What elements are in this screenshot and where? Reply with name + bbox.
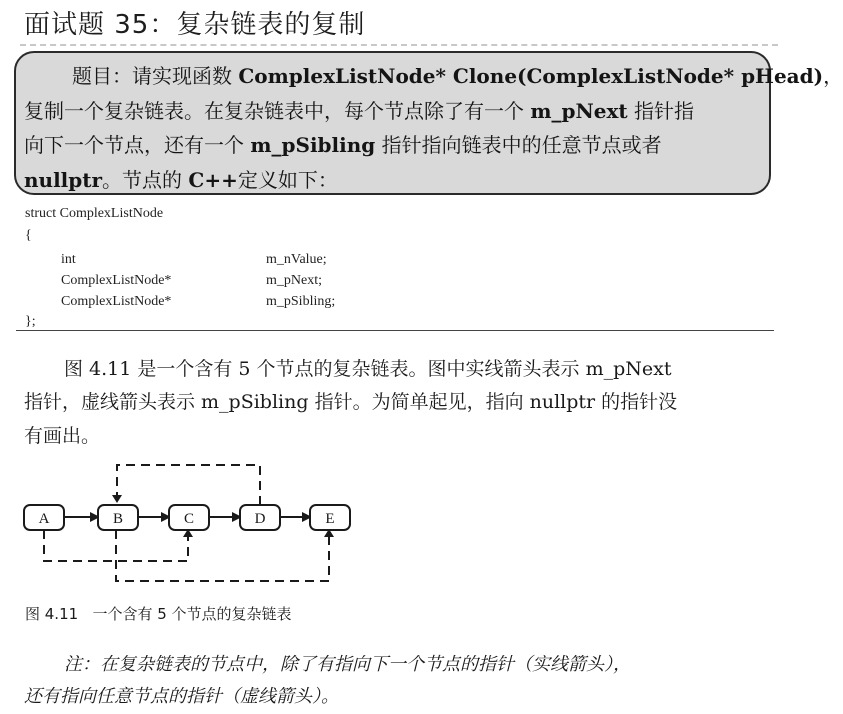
code-field-3-name: m_pSibling; xyxy=(266,294,336,309)
node-a-label: A xyxy=(38,511,50,527)
problem-line-2 xyxy=(24,95,694,124)
problem-line-4-text-a: 。节点的 xyxy=(102,168,189,192)
problem-label: 题目：请实现函数 xyxy=(72,64,239,88)
page-title: 面试题 35：复杂链表的复制 xyxy=(24,10,366,40)
problem-line-4-code2: C++ xyxy=(188,168,238,192)
note-line-2: 还有指向任意节点的指针（虚线箭头）。 xyxy=(24,686,339,707)
code-field-1-type: int xyxy=(61,252,76,267)
problem-line-3-text-a: 向下一个节点，还有一个 xyxy=(24,133,251,157)
code-open-brace: { xyxy=(25,228,32,243)
problem-line-3 xyxy=(24,129,662,158)
problem-line-2-text-a: 复制一个复杂链表。在复杂链表中，每个节点除了有一个 xyxy=(24,99,531,123)
problem-line-3-code: m_pSibling xyxy=(250,133,376,157)
problem-line-3-text-b: 指针指向链表中的任意节点或者 xyxy=(375,133,662,157)
note-line-1: 注：在复杂链表的节点中，除了有指向下一个节点的指针（实线箭头）， xyxy=(64,654,631,675)
code-field-2-name: m_pNext; xyxy=(266,273,322,288)
node-b-label: B xyxy=(112,511,124,527)
problem-line-4 xyxy=(24,164,338,193)
code-field-2-type: ComplexListNode* xyxy=(61,273,172,288)
code-struct-header: struct ComplexListNode xyxy=(25,206,164,221)
problem-line-1-end: ， xyxy=(823,64,843,88)
node-a xyxy=(24,505,64,530)
code-field-1-name: m_nValue; xyxy=(266,252,327,267)
problem-line-1 xyxy=(72,60,843,89)
problem-signature: ComplexListNode* Clone(ComplexListNode* pHead) xyxy=(238,64,824,88)
sibling-edge-d-b xyxy=(112,465,260,505)
node-d-label: D xyxy=(254,511,266,527)
node-b xyxy=(98,505,138,530)
sibling-edge-a-c xyxy=(44,529,193,561)
code-field-3-type: ComplexListNode* xyxy=(61,294,172,309)
node-c-label: C xyxy=(183,511,195,527)
node-e xyxy=(310,505,350,530)
section-divider xyxy=(16,330,774,331)
paragraph-line-2: 指针，虚线箭头表示 m_pSibling 指针。为简单起见，指向 nullptr 的指针没 xyxy=(24,391,678,413)
node-e-label: E xyxy=(325,511,335,527)
sibling-edge-b-e xyxy=(116,529,334,581)
paragraph-line-1: 图 4.11 是一个含有 5 个节点的复杂链表。图中实线箭头表示 m_pNext xyxy=(64,358,672,380)
problem-line-2-code: m_pNext xyxy=(530,99,628,123)
node-c xyxy=(169,505,209,530)
problem-line-4-code: nullptr xyxy=(24,168,103,192)
paragraph-line-3: 有画出。 xyxy=(24,425,101,447)
figure-caption: 图 4.11 一个含有 5 个节点的复杂链表 xyxy=(25,605,292,623)
title-divider xyxy=(20,44,778,46)
node-d xyxy=(240,505,280,530)
problem-line-4-text-b: 定义如下： xyxy=(237,168,338,192)
problem-line-2-text-b: 指针指 xyxy=(627,99,695,123)
complex-list-diagram xyxy=(16,453,356,593)
code-close-brace: }; xyxy=(25,314,36,329)
